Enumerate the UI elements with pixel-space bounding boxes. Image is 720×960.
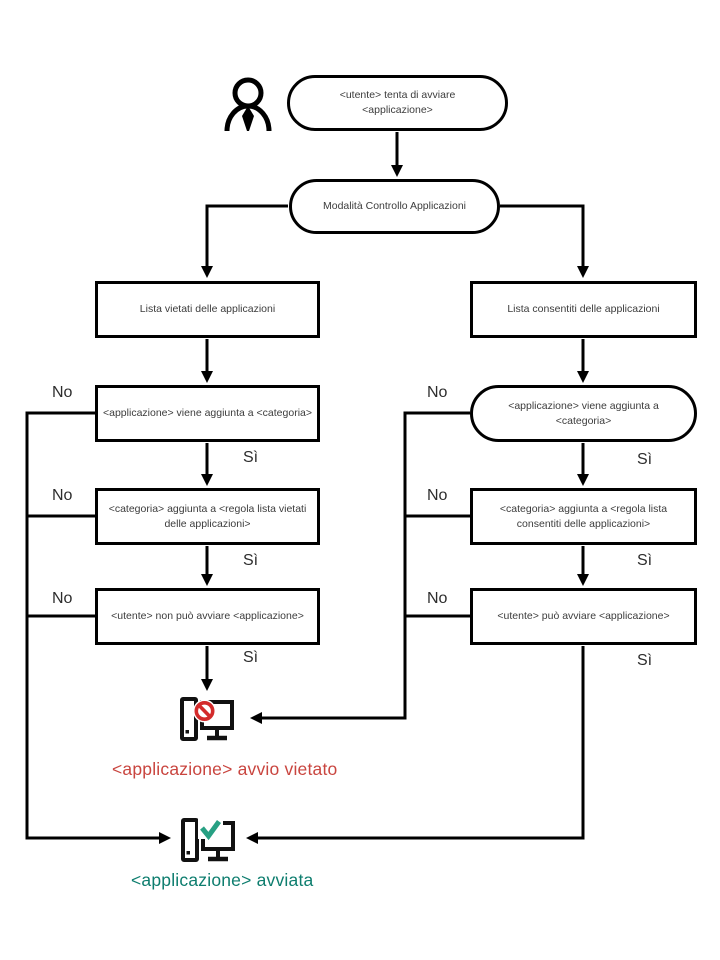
node-right-step2: <categoria> aggiunta a <regola lista consentiti delle applicazioni> xyxy=(470,488,697,545)
node-allowlist: Lista consentiti delle applicazioni xyxy=(470,281,697,338)
app-blocked-icon xyxy=(182,699,232,739)
pc-tower-led xyxy=(186,730,190,734)
node-right-step1: <applicazione> viene aggiunta a <categoria> xyxy=(470,385,697,442)
arrow-mode-to-allowlist xyxy=(500,206,583,269)
user-icon xyxy=(227,80,269,131)
node-control-mode: Modalità Controllo Applicazioni xyxy=(289,179,500,234)
no-rail-right-to-blocked xyxy=(259,413,470,718)
pc-tower-led xyxy=(187,851,191,855)
node-right-step3: <utente> può avviare <applicazione> xyxy=(470,588,697,645)
node-left-step2: <categoria> aggiunta a <regola lista vietati delle applicazioni> xyxy=(95,488,320,545)
label-no: No xyxy=(52,384,73,401)
label-no: No xyxy=(427,487,448,504)
result-denied-label: <applicazione> avvio vietato xyxy=(112,759,338,779)
user-tie xyxy=(242,106,254,131)
arrow-mode-to-denylist xyxy=(207,206,288,269)
user-head xyxy=(235,80,261,106)
label-yes: Sì xyxy=(637,451,653,468)
label-no: No xyxy=(427,384,448,401)
result-started-label: <applicazione> avviata xyxy=(131,870,314,890)
label-yes: Sì xyxy=(637,652,653,669)
label-no: No xyxy=(52,487,73,504)
app-started-icon xyxy=(183,817,233,860)
node-left-step3: <utente> non può avviare <applicazione> xyxy=(95,588,320,645)
label-no: No xyxy=(52,590,73,607)
label-yes: Sì xyxy=(243,552,259,569)
yes-right-step3-to-started xyxy=(255,646,583,838)
node-left-step1: <applicazione> viene aggiunta a <categoria> xyxy=(95,385,320,442)
node-denylist: Lista vietati delle applicazioni xyxy=(95,281,320,338)
node-start: <utente> tenta di avviare <applicazione> xyxy=(287,75,508,131)
label-no: No xyxy=(427,590,448,607)
label-yes: Sì xyxy=(243,449,259,466)
label-yes: Sì xyxy=(637,552,653,569)
label-yes: Sì xyxy=(243,649,259,666)
